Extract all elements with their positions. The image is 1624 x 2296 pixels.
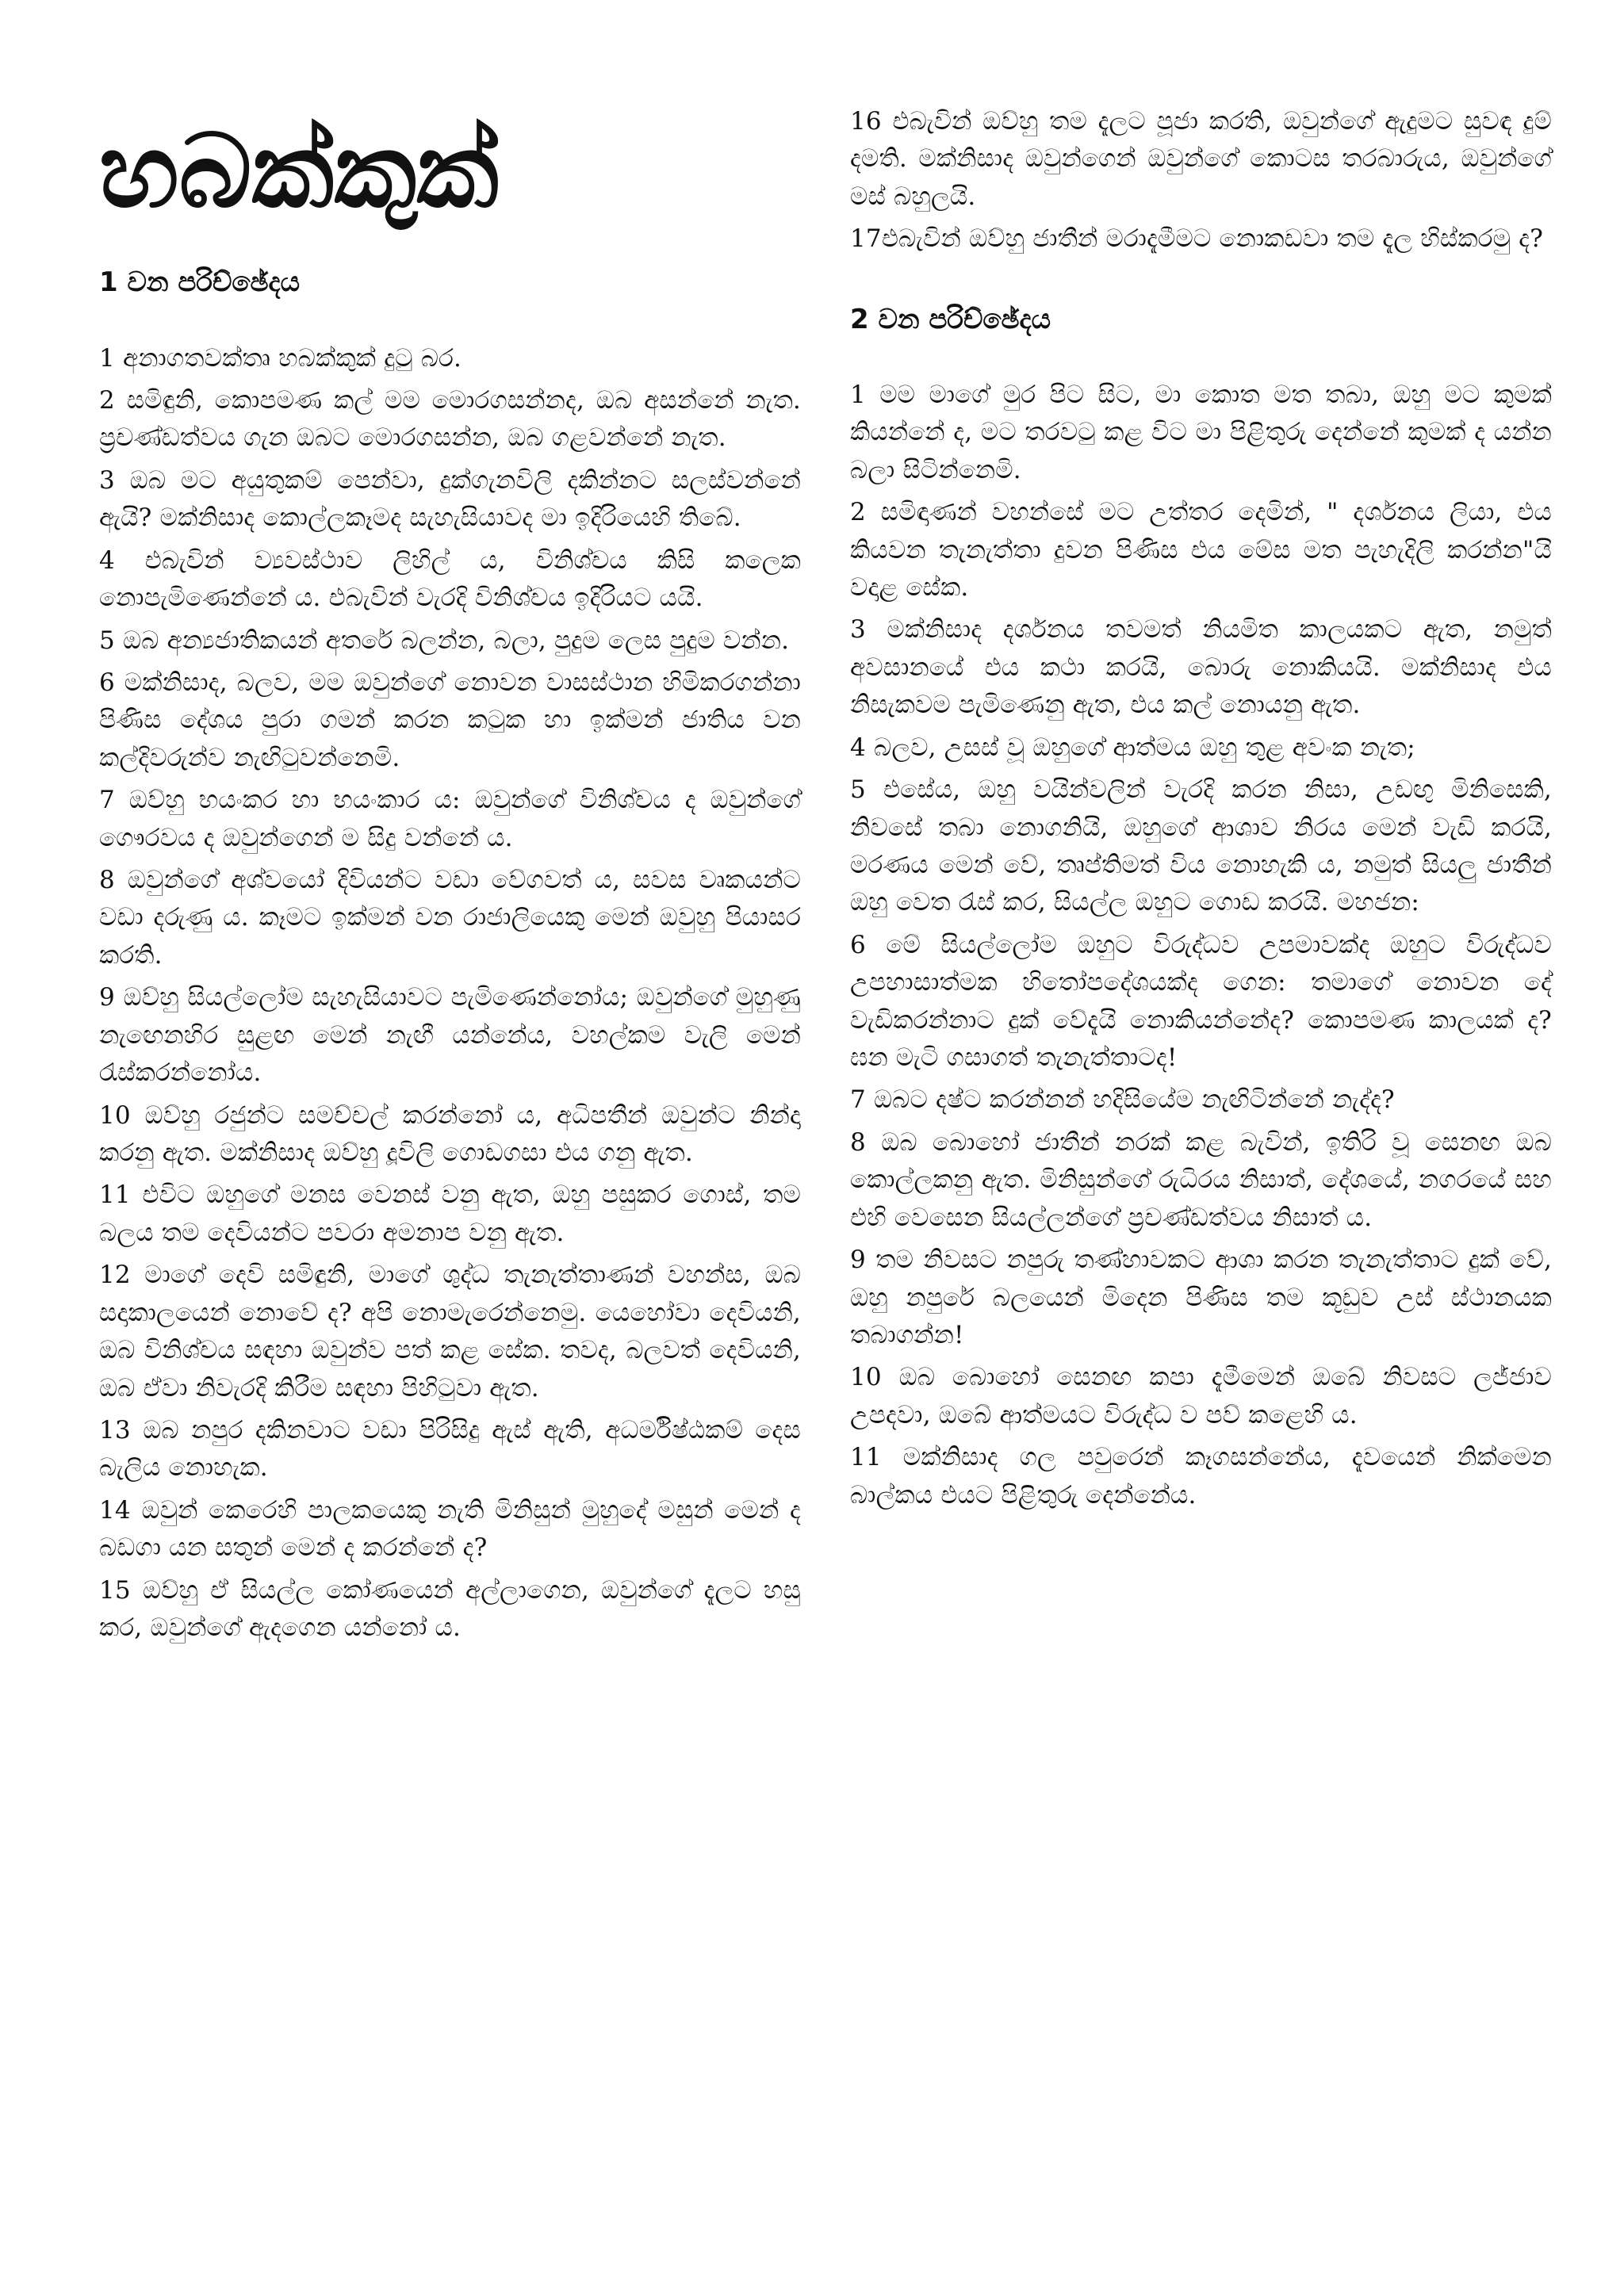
verse-1-8: 8 ඔවුන්ගේ අශ්වයෝ දිවියන්ට වඩා වේගවත් ය, සවස වෘකයන්ට වඩා දරුණු ය. කෑමට ඉක්මන් වන රාජාලියෙකු මෙන් ඔවුහු පියාසර කරති. (99, 866, 801, 970)
verse-2-8: 8 ඔබ බොහෝ ජාතීන් නරක් කළ බැවින්, ඉතිරි වූ සෙනඟ ඔබ කොල්ලකනු ඇත. මිනිසුන්ගේ රුධිරය නිසාත්, දේශයේ, නගරයේ සහ එහි වෙසෙන සියල්ලන්ගේ ප්‍රචණ්ඩත්වය නිසාත් ය. (850, 1127, 1552, 1232)
verse-1-13: 13 ඔබ නපුර දකිනවාට වඩා පිරිසිදු ඇස් ඇති, අධර්මිෂ්ඨකම් දෙස බැලිය නොහැක. (99, 1415, 801, 1483)
verse-1-12: 12 මාගේ දෙවි සමිඳුනි, මාගේ ශුද්ධ තැනැත්තාණන් වහන්ස, ඔබ සදාකාලයෙන් නොවේ ද? අපි නොමැරෙන්නෙමු. යෙහෝවා දෙවියනි, ඔබ විනිශ්චය සඳහා ඔවුන්ව පත් කළ සේක. තවද, බලවත් දෙවියනි, ඔබ ඒවා නිවැරදි කිරීම සඳහා පිහිටුවා ඇත. (99, 1261, 801, 1402)
verse-1-9: 9 ඔව්හු සියල්ලෝම සැහැසියාවට පැමිණෙන්නෝය; ඔවුන්ගේ මුහුණු නැඟෙනහිර සුළඟ මෙන් නැඟී යන්නේය, වහල්කම වැලි මෙන් රැස්කරන්නෝය. (99, 983, 801, 1088)
verse-2-11: 11 මක්නිසාද ගල පවුරෙන් කෑගසන්නේය, දැවයෙන් නික්මෙන බාල්කය එයට පිළිතුරු දෙන්නේය. (850, 1443, 1552, 1510)
verse-2-9: 9 තම නිවසට නපුරු තණ්හාවකට ආශා කරන තැනැත්තාට දුක් වේ, ඔහු නපුරේ බලයෙන් මිදෙන පිණිස තම කූඩුව උස් ස්ථානයක තබාගන්න! (850, 1246, 1552, 1349)
verse-2-10: 10 ඔබ බොහෝ සෙනඟ කපා දැමීමෙන් ඔබේ නිවසට ලජ්ජාව උපදවා, ඔබේ ආත්මයට විරුද්ධ ව පව් කළෙහි ය. (850, 1363, 1552, 1429)
book-title: හබක්කුක් (99, 113, 500, 231)
verse-1-2: 2 සමිඳුනි, කොපමණ කල් මම මොරගසන්නද, ඔබ අසන්නේ නැත. ප්‍රචණ්ඩත්වය ගැන ඔබට මොරගසන්න, ඔබ ගළවන්නේ නැත. (99, 386, 801, 453)
verse-1-10: 10 ඔව්හු රජුන්ට සමච්චල් කරන්නෝ ය, අධිපතීන් ඔවුන්ට නින්දා කරනු ඇත. මක්නිසාද ඔව්හු දූවිලි ගොඩගසා එය ගනු ඇත. (99, 1100, 801, 1168)
verse-2-6: 6 මේ සියල්ලෝම ඔහුට විරුද්ධව උපමාවක්ද ඔහුට විරුද්ධව උපහාසාත්මක හිතෝපදේශයක්ද ගෙන: තමාගේ නොවන දේ වැඩිකරන්නාට දුක් වේදැයි නොකියන්නේද? කොපමණ කාලයක් ද? ඝන මැටි ගසාගත් තැනැත්තාටද! (850, 930, 1552, 1073)
verse-1-17: 17එබැවින් ඔව්හු ජාතීන් මරාදැමීමට නොකඩවා තම දැල හිස්කරමු ද? (850, 224, 1544, 254)
verse-2-3: 3 මක්නිසාද දර්ශනය තවමත් නියමිත කාලයකට ඇත, නමුත් අවසානයේ එය කථා කරයි, බොරු නොකියයි. මක්නිසාද එය නිසැකවම පැමිණෙනු ඇත, එය කල් නොයනු ඇත. (850, 615, 1552, 720)
verse-1-5: 5 ඔබ අන්‍යජාතිකයන් අතරේ බලන්න, බලා, පුදුම ලෙස පුදුම වන්න. (99, 626, 790, 655)
verse-1-3: 3 ඔබ මට අයුතුකම් පෙන්වා, දුක්ගැනවිලි දකින්නට සලස්වන්නේ ඇයි? මක්නිසාද කොල්ලකෑමද සැහැසියාවද මා ඉදිරියෙහි තිබේ. (99, 465, 801, 533)
left-column (99, 103, 801, 1652)
verse-1-6: 6 මක්නිසාද, බලව, මම ඔවුන්ගේ නොවන වාසස්ථාන හිමිකරගන්නා පිණිස දේශය පුරා ගමන් කරන කටුක හා ඉක්මන් ජාතිය වන කල්දිවරුන්ව නැඟිටුවන්නෙමි. (99, 668, 801, 772)
verse-1-7: 7 ඔව්හු භයංකර හා භයංකාර ය: ඔවුන්ගේ විනිශ්චය ද ඔවුන්ගේ ගෞරවය ද ඔවුන්ගෙන් ම සිදු වන්නේ ය. (99, 786, 801, 852)
verse-2-1: 1 මම මාගේ මුර පිට සිට, මා කොත මත තබා, ඔහු මට කුමක් කියන්නේ ද, මට තරවටු කළ විට මා පිළිතුරු දෙන්නේ කුමක් ද යන්න බලා සිටින්නෙමි. (850, 380, 1552, 484)
verse-1-4: 4 එබැවින් ව්‍යවස්ථාව ලිහිල් ය, විනිශ්චය කිසි කලෙක නොපැමිණෙන්නේ ය. එබැවින් වැරදි විනිශ්චය ඉදිරියට යයි. (99, 545, 801, 613)
verse-2-7: 7 ඔබට දෂ්ට කරන්නන් හදිසියේම නැඟිටින්නේ නැද්ද? (850, 1085, 1395, 1115)
verse-1-14: 14 ඔවුන් කෙරෙහි පාලකයෙකු නැති මිනිසුන් මුහුදේ මසුන් මෙන් ද බඩගා යන සතුන් මෙන් ද කරන්නේ ද? (99, 1495, 801, 1563)
verse-2-2: 2 සමිඳාණන් වහන්සේ මට උත්තර දෙමින්, " දර්ශනය ලියා, එය කියවන තැනැත්තා දුවන පිණිස එය මේස මත පැහැදිලි කරන්න"යි වදාළ සේක. (850, 498, 1552, 602)
chapter-1-heading: 1 වන පරිච්ඡේදය (99, 266, 301, 299)
verse-1-11: 11 එවිට ඔහුගේ මනස වෙනස් වනු ඇත, ඔහු පසුකර ගොස්, තම බලය තම දෙවියන්ට පවරා අමනාප වනු ඇත. (99, 1181, 801, 1247)
verse-1-16: 16 එබැවින් ඔව්හු තම දැලට පූජා කරති, ඔවුන්ගේ ඇදුමට සුවඳ දුම් දමති. මක්නිසාද ඔවුන්ගෙන් ඔවුන්ගේ කොටස තරබාරුය, ඔවුන්ගේ මස් බහුලයි. (850, 107, 1552, 211)
verse-2-5: 5 එසේය, ඔහු වයින්වලින් වැරදි කරන නිසා, උඩඟු මිනිසෙකි, නිවසේ තබා නොගනියි, ඔහුගේ ආශාව නිරය මෙන් වැඩි කරයි, මරණය මෙන් වේ, තෘප්තිමත් විය නොහැකි ය, නමුත් සියලු ජාතීන් ඔහු වෙත රැස් කර, සියල්ල ඔහුට ගොඩ කරයි. මහජන: (850, 775, 1552, 917)
chapter-2-heading: 2 වන පරිච්ඡේදය (850, 303, 1051, 335)
verse-2-4: 4 බලව, උසස් වූ ඔහුගේ ආත්මය ඔහු තුළ අවංක නැත; (850, 733, 1415, 762)
verse-1-15: 15 ඔව්හු ඒ සියල්ල කෝණයෙන් අල්ලාගෙන, ඔවුන්ගේ දැලට හසු කර, ඔවුන්ගේ ඇදගෙන යන්නෝ ය. (99, 1575, 801, 1643)
right-column (850, 103, 1552, 1519)
verse-1-1: 1 අනාගතවක්තෘ හබක්කුක් දුටු බර. (99, 343, 462, 373)
